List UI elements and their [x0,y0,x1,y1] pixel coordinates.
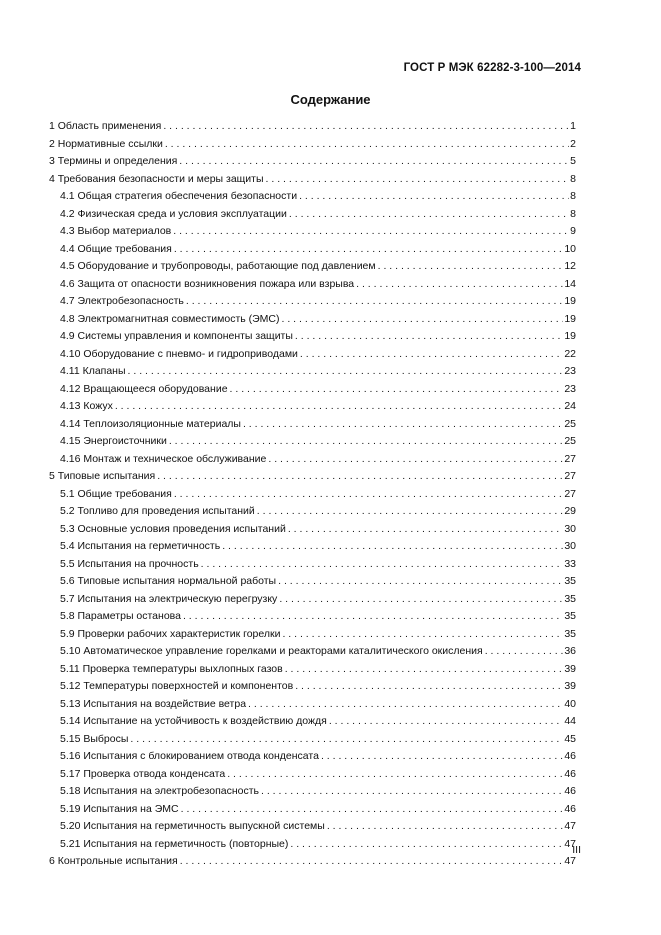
dot-leader [282,626,563,644]
toc-entry-text: 5 Типовые испытания [49,470,156,482]
toc-entry-text: 4.1 Общая стратегия обеспечения безопасности [60,190,298,202]
dot-leader [268,451,563,469]
toc-entry-text: 5.17 Проверка отвода конденсата [60,767,226,780]
dot-leader [295,328,563,346]
dot-leader [288,521,563,539]
toc-entry-text: 2 Нормативные ссылки [49,137,163,150]
toc-entry [49,538,576,556]
toc-entry-text: 5.19 Испытания на ЭМС [60,802,179,815]
toc-entry-page: 27 [564,487,576,500]
dot-leader [128,363,564,381]
toc-entry-page: 44 [564,715,576,727]
toc-entry [49,783,576,801]
toc-entry [49,713,576,731]
dot-leader [329,713,563,731]
toc-entry-page: 19 [564,295,576,307]
toc-entry-page: 47 [564,855,576,867]
toc-entry-page: 19 [564,330,576,342]
toc-entry-text: 5.5 Испытания на прочность [60,557,199,570]
dot-leader [261,783,563,801]
toc-entry-text: 1 Область применения [49,120,162,132]
toc-entry-text: 5.18 Испытания на электробезопасность [60,785,260,797]
dot-leader [356,276,563,294]
toc-entry-text: 4.14 Теплоизоляционные материалы [60,417,241,430]
toc-entry-page: 14 [564,277,576,290]
toc-entry [49,731,576,749]
toc-entry [49,153,576,171]
toc-entry-page: 30 [564,522,576,535]
dot-leader [321,748,563,766]
toc-entry [49,521,576,539]
toc-entry-page: 47 [564,837,576,850]
toc-entry-text: 5.6 Типовые испытания нормальной работы [60,575,277,587]
toc-entry-page: 35 [564,610,576,622]
toc-entry [49,451,576,469]
toc-entry [49,328,576,346]
toc-entry-text: 5.13 Испытания на воздействие ветра [60,697,247,710]
dot-leader [300,346,563,364]
toc-entry [49,171,576,189]
toc-entry-page: 46 [564,802,576,815]
toc-entry-text: 6 Контрольные испытания [49,855,178,867]
toc-entry-page: 10 [564,242,576,255]
dot-leader [295,678,563,696]
toc-entry-page: 27 [564,452,576,465]
dot-leader [282,311,564,329]
toc-entry [49,258,576,276]
toc-entry [49,223,576,241]
toc-entry [49,363,576,381]
toc-entry [49,573,576,591]
toc-entry-page: 8 [570,207,576,220]
toc-title: Содержание [290,92,371,107]
toc-entry-page: 29 [564,505,576,517]
toc-entry-text: 5.16 Испытания с блокированием отвода конденсата [60,750,319,762]
toc-entry [49,643,576,661]
toc-entry-text: 4.3 Выбор материалов [60,225,172,237]
dot-leader [285,661,564,679]
dot-leader [163,118,569,136]
toc-entry [49,503,576,521]
dot-leader [278,573,563,591]
toc-entry-page: 36 [564,645,576,657]
toc-entry-page: 23 [564,365,576,377]
toc-entry-text: 4 Требования безопасности и меры защиты [49,172,264,185]
dot-leader [289,206,569,224]
toc-entry-text: 5.12 Температуры поверхностей и компонентов [60,680,294,692]
toc-entry-text: 5.8 Параметры останова [60,610,181,622]
toc-entry-text: 5.21 Испытания на герметичность (повторные) [60,837,289,850]
toc-entry-text: 5.4 Испытания на герметичность [60,540,221,552]
toc-entry-page: 45 [564,732,576,745]
toc-entry [49,241,576,259]
toc-entry-text: 4.16 Монтаж и техническое обслуживание [60,452,267,465]
page-number: III [572,844,581,856]
toc-entry [49,661,576,679]
toc-entry-page: 30 [564,540,576,552]
toc-entry [49,381,576,399]
toc-entry-text: 4.2 Физическая среда и условия эксплуатации [60,207,287,220]
dot-leader [299,188,569,206]
dot-leader [181,801,564,819]
toc-entry-page: 27 [564,470,576,482]
toc-entry [49,556,576,574]
toc-entry-text: 4.8 Электромагнитная совместимость (ЭМС) [60,312,280,325]
toc-entry-page: 8 [570,190,576,202]
toc-entry [49,748,576,766]
dot-leader [222,538,563,556]
toc-entry-page: 47 [564,820,576,832]
toc-entry-page: 46 [564,785,576,797]
toc-entry [49,486,576,504]
toc-entry-page: 24 [564,400,576,412]
toc-entry-page: 2 [570,137,576,150]
toc-entry-text: 4.11 Клапаны [60,365,126,377]
toc-entry-text: 4.5 Оборудование и трубопроводы, работающие под давлением [60,260,376,272]
toc-entry-text: 4.9 Системы управления и компоненты защиты [60,330,293,342]
dot-leader [248,696,563,714]
dot-leader [174,241,563,259]
document-code: ГОСТ Р МЭК 62282-3-100—2014 [403,62,581,74]
toc-entry-text: 4.6 Защита от опасности возникновения пожара или взрыва [60,277,355,290]
dot-leader [201,556,564,574]
toc-entry-page: 33 [564,557,576,570]
toc-entry [49,591,576,609]
dot-leader [130,731,563,749]
toc-entry [49,118,576,136]
dot-leader [257,503,564,521]
dot-leader [485,643,564,661]
toc-entry-text: 5.20 Испытания на герметичность выпускной системы [60,820,325,832]
dot-leader [157,468,563,486]
toc-entry-page: 35 [564,592,576,605]
toc-entry-text: 4.13 Кожух [60,400,113,412]
toc-entry-page: 40 [564,697,576,710]
toc-entry-text: 4.4 Общие требования [60,242,172,255]
dot-leader [173,223,569,241]
toc-entry-page: 9 [570,225,576,237]
toc-entry [49,818,576,836]
toc-entry-text: 4.7 Электробезопасность [60,295,184,307]
toc-entry [49,416,576,434]
toc-entry [49,346,576,364]
toc-entry-text: 5.15 Выбросы [60,732,129,745]
toc-entry-text: 5.2 Топливо для проведения испытаний [60,505,255,517]
toc-entry [49,836,576,854]
toc-entry [49,276,576,294]
toc-entry-text: 4.10 Оборудование с пневмо- и гидроприводами [60,347,298,360]
dot-leader [227,766,563,784]
toc-entry-text: 3 Термины и определения [49,155,178,167]
toc-entry [49,398,576,416]
toc-entry-text: 5.7 Испытания на электрическую перегрузку [60,592,278,605]
dot-leader [115,398,563,416]
toc-entry-page: 23 [564,382,576,395]
dot-leader [169,433,563,451]
dot-leader [327,818,563,836]
toc-entry-page: 8 [570,172,576,185]
toc-entry-page: 1 [570,120,576,132]
toc-entry [49,293,576,311]
dot-leader [243,416,563,434]
toc-entry-text: 5.1 Общие требования [60,487,172,500]
dot-leader [165,136,569,154]
dot-leader [279,591,563,609]
toc-entry [49,136,576,154]
toc-entry [49,696,576,714]
dot-leader [186,293,563,311]
dot-leader [290,836,563,854]
dot-leader [266,171,570,189]
toc-entry-page: 35 [564,575,576,587]
toc-entry-page: 5 [570,155,576,167]
toc-entry [49,188,576,206]
toc-entry-text: 4.12 Вращающееся оборудование [60,382,228,395]
dot-leader [180,853,564,871]
toc-entry-text: 5.14 Испытание на устойчивость к воздействию дождя [60,715,327,727]
toc-entry [49,468,576,486]
toc-entry-text: 5.9 Проверки рабочих характеристик горелки [60,627,281,640]
toc-entry [49,608,576,626]
toc-entry [49,206,576,224]
toc-entry-text: 5.10 Автоматическое управление горелками и реакторами каталитического окисления [60,645,483,657]
toc-entry-page: 19 [564,312,576,325]
toc-entry [49,433,576,451]
toc-entry-page: 39 [564,662,576,675]
dot-leader [174,486,563,504]
toc-entry-page: 12 [564,260,576,272]
toc-entry-page: 25 [564,417,576,430]
toc-entry-page: 39 [564,680,576,692]
toc-entry [49,766,576,784]
toc-entry-page: 22 [564,347,576,360]
dot-leader [378,258,564,276]
dot-leader [179,153,569,171]
toc-entry [49,626,576,644]
toc-entry-text: 4.15 Энергоисточники [60,435,167,447]
table-of-contents [49,118,576,871]
toc-entry [49,801,576,819]
toc-entry-text: 5.11 Проверка температуры выхлопных газов [60,662,283,675]
toc-entry [49,678,576,696]
dot-leader [230,381,564,399]
toc-entry [49,311,576,329]
toc-entry [49,853,576,871]
dot-leader [183,608,563,626]
toc-entry-text: 5.3 Основные условия проведения испытаний [60,522,286,535]
toc-entry-page: 35 [564,627,576,640]
toc-entry-page: 25 [564,435,576,447]
toc-entry-page: 46 [564,750,576,762]
toc-entry-page: 46 [564,767,576,780]
